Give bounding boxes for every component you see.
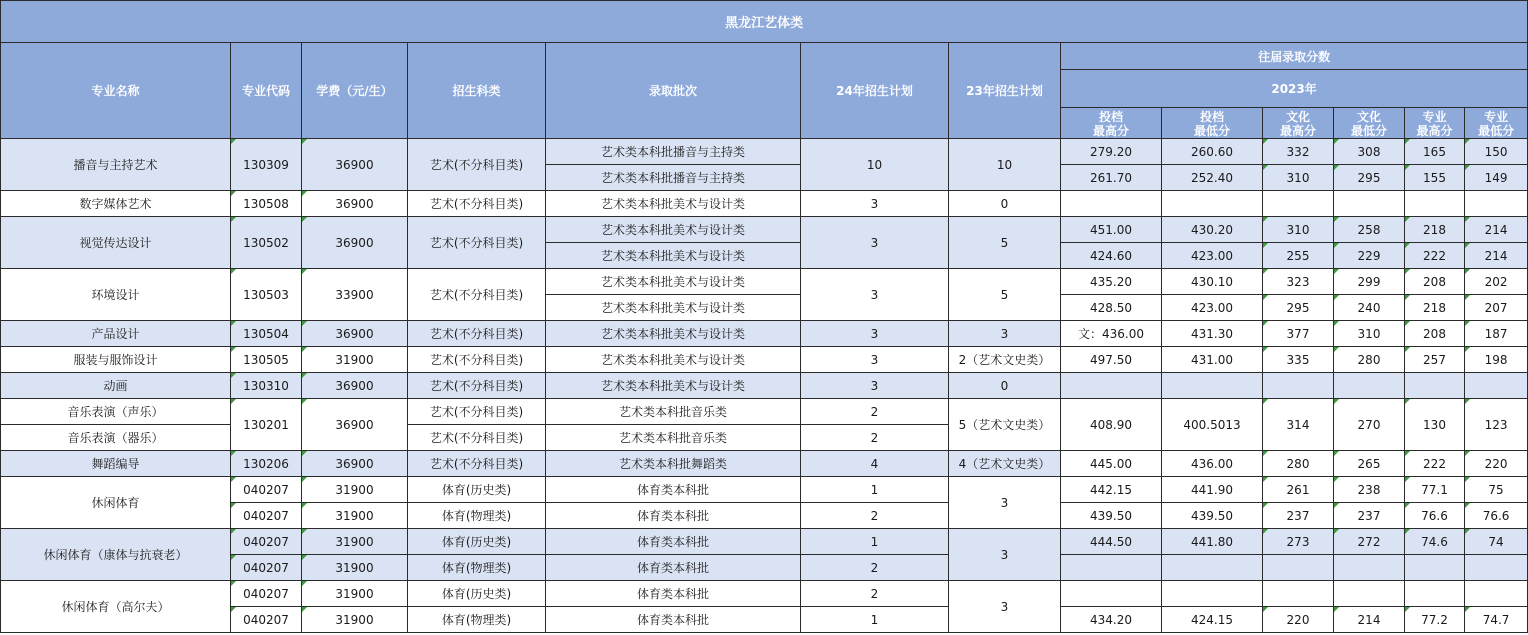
- header-plan24: 24年招生计划: [801, 43, 949, 139]
- cell-score: 439.50: [1162, 503, 1263, 529]
- cell-score: 237: [1263, 503, 1334, 529]
- cell-score: 430.10: [1162, 269, 1263, 295]
- header-plan23: 23年招生计划: [949, 43, 1061, 139]
- table-row: [1, 191, 1528, 217]
- cell-major: 休闲体育（高尔夫）: [1, 581, 231, 633]
- cell-score: [1061, 581, 1162, 607]
- cell-score: 123: [1465, 399, 1528, 451]
- cell-batch: 艺术类本科批美术与设计类: [546, 373, 801, 399]
- cell-score: [1263, 555, 1334, 581]
- cell-score: 270: [1334, 399, 1405, 451]
- cell-fee: 36900: [302, 217, 408, 269]
- cell-score: [1405, 373, 1465, 399]
- cell-fee: 36900: [302, 321, 408, 347]
- cell-batch: 艺术类本科批音乐类: [546, 399, 801, 425]
- cell-score: 400.5013: [1162, 399, 1263, 451]
- cell-code: 040207: [231, 555, 302, 581]
- header-past-scores: 往届录取分数: [1061, 43, 1528, 70]
- cell-score: [1061, 555, 1162, 581]
- cell-code: 130201: [231, 399, 302, 451]
- cell-category: 体育(历史类): [408, 477, 546, 503]
- cell-major: 视觉传达设计: [1, 217, 231, 269]
- cell-score: 335: [1263, 347, 1334, 373]
- table-row: [1, 139, 1528, 165]
- cell-category: 艺术(不分科目类): [408, 373, 546, 399]
- cell-batch: 体育类本科批: [546, 503, 801, 529]
- cell-category: 体育(历史类): [408, 581, 546, 607]
- cell-fee: 31900: [302, 607, 408, 633]
- cell-major: 数字媒体艺术: [1, 191, 231, 217]
- cell-category: 艺术(不分科目类): [408, 399, 546, 425]
- cell-score: 220: [1465, 451, 1528, 477]
- cell-score: [1263, 373, 1334, 399]
- cell-batch: 体育类本科批: [546, 529, 801, 555]
- cell-score: 408.90: [1061, 399, 1162, 451]
- cell-score: 295: [1263, 295, 1334, 321]
- cell-major: 音乐表演（器乐）: [1, 425, 231, 451]
- cell-score: 441.80: [1162, 529, 1263, 555]
- cell-plan23: 4（艺术文史类）: [949, 451, 1061, 477]
- cell-score: 74.7: [1465, 607, 1528, 633]
- cell-fee: 36900: [302, 139, 408, 191]
- table-title: 黑龙江艺体类: [1, 1, 1528, 43]
- cell-batch: 艺术类本科批舞蹈类: [546, 451, 801, 477]
- cell-major: 音乐表演（声乐）: [1, 399, 231, 425]
- cell-plan23: 2（艺术文史类）: [949, 347, 1061, 373]
- cell-score: 280: [1263, 451, 1334, 477]
- cell-score: [1263, 581, 1334, 607]
- cell-major: 动画: [1, 373, 231, 399]
- cell-score: 435.20: [1061, 269, 1162, 295]
- cell-score: 314: [1263, 399, 1334, 451]
- cell-code: 040207: [231, 581, 302, 607]
- cell-plan23: 10: [949, 139, 1061, 191]
- cell-score: [1263, 191, 1334, 217]
- cell-score: 444.50: [1061, 529, 1162, 555]
- cell-category: 艺术(不分科目类): [408, 451, 546, 477]
- header-code: 专业代码: [231, 43, 302, 139]
- cell-score: 257: [1405, 347, 1465, 373]
- cell-score: 272: [1334, 529, 1405, 555]
- cell-score: [1465, 581, 1528, 607]
- cell-score: 220: [1263, 607, 1334, 633]
- cell-category: 体育(历史类): [408, 529, 546, 555]
- cell-score: [1334, 191, 1405, 217]
- cell-plan24: 4: [801, 451, 949, 477]
- cell-batch: 艺术类本科批美术与设计类: [546, 269, 801, 295]
- cell-category: 艺术(不分科目类): [408, 321, 546, 347]
- cell-score: 332: [1263, 139, 1334, 165]
- cell-batch: 艺术类本科批美术与设计类: [546, 321, 801, 347]
- cell-major: 播音与主持艺术: [1, 139, 231, 191]
- cell-fee: 31900: [302, 347, 408, 373]
- header-score-col: 投档 最高分: [1061, 108, 1162, 139]
- header-major: 专业名称: [1, 43, 231, 139]
- cell-batch: 艺术类本科批美术与设计类: [546, 191, 801, 217]
- cell-score: [1162, 373, 1263, 399]
- cell-code: 130206: [231, 451, 302, 477]
- cell-score: [1162, 581, 1263, 607]
- cell-score: 76.6: [1465, 503, 1528, 529]
- cell-code: 040207: [231, 503, 302, 529]
- cell-score: 323: [1263, 269, 1334, 295]
- cell-score: 265: [1334, 451, 1405, 477]
- cell-category: 体育(物理类): [408, 503, 546, 529]
- cell-score: [1061, 373, 1162, 399]
- cell-plan24: 1: [801, 529, 949, 555]
- cell-score: 218: [1405, 295, 1465, 321]
- cell-score: 214: [1465, 243, 1528, 269]
- cell-batch: 体育类本科批: [546, 581, 801, 607]
- cell-category: 艺术(不分科目类): [408, 425, 546, 451]
- cell-score: 430.20: [1162, 217, 1263, 243]
- cell-score: 423.00: [1162, 295, 1263, 321]
- cell-score: 75: [1465, 477, 1528, 503]
- cell-score: 238: [1334, 477, 1405, 503]
- cell-score: 377: [1263, 321, 1334, 347]
- cell-score: 428.50: [1061, 295, 1162, 321]
- cell-code: 130505: [231, 347, 302, 373]
- cell-fee: 31900: [302, 581, 408, 607]
- cell-score: 208: [1405, 321, 1465, 347]
- cell-major: 舞蹈编导: [1, 451, 231, 477]
- table-row: [1, 217, 1528, 243]
- cell-score: 434.20: [1061, 607, 1162, 633]
- cell-score: 214: [1334, 607, 1405, 633]
- header-batch: 录取批次: [546, 43, 801, 139]
- cell-code: 130503: [231, 269, 302, 321]
- cell-plan24: 3: [801, 321, 949, 347]
- cell-plan24: 2: [801, 581, 949, 607]
- header-year: 2023年: [1061, 70, 1528, 108]
- cell-plan24: 2: [801, 425, 949, 451]
- cell-score: 165: [1405, 139, 1465, 165]
- cell-score: 431.00: [1162, 347, 1263, 373]
- cell-plan23: 3: [949, 529, 1061, 581]
- header-category: 招生科类: [408, 43, 546, 139]
- cell-code: 040207: [231, 477, 302, 503]
- cell-plan23: 3: [949, 581, 1061, 633]
- cell-fee: 31900: [302, 503, 408, 529]
- cell-score: 76.6: [1405, 503, 1465, 529]
- cell-score: 218: [1405, 217, 1465, 243]
- cell-score: 214: [1465, 217, 1528, 243]
- cell-major: 服装与服饰设计: [1, 347, 231, 373]
- cell-plan24: 3: [801, 269, 949, 321]
- cell-score: 252.40: [1162, 165, 1263, 191]
- cell-score: [1465, 191, 1528, 217]
- cell-batch: 艺术类本科批美术与设计类: [546, 217, 801, 243]
- cell-score: 310: [1334, 321, 1405, 347]
- cell-score: 130: [1405, 399, 1465, 451]
- cell-score: 442.15: [1061, 477, 1162, 503]
- cell-score: 310: [1263, 217, 1334, 243]
- cell-batch: 艺术类本科批播音与主持类: [546, 165, 801, 191]
- cell-score: 77.2: [1405, 607, 1465, 633]
- cell-plan24: 3: [801, 191, 949, 217]
- header-score-col: 专业 最低分: [1465, 108, 1528, 139]
- cell-code: 130502: [231, 217, 302, 269]
- cell-score: 431.30: [1162, 321, 1263, 347]
- table-row: [1, 581, 1528, 607]
- cell-code: 130504: [231, 321, 302, 347]
- cell-score: 237: [1334, 503, 1405, 529]
- table-row: [1, 399, 1528, 425]
- cell-score: 文：436.00: [1061, 321, 1162, 347]
- cell-score: 222: [1405, 451, 1465, 477]
- cell-batch: 艺术类本科批美术与设计类: [546, 243, 801, 269]
- cell-score: [1162, 555, 1263, 581]
- header-score-col: 投档 最低分: [1162, 108, 1263, 139]
- table-row: [1, 451, 1528, 477]
- cell-score: 497.50: [1061, 347, 1162, 373]
- cell-score: 424.60: [1061, 243, 1162, 269]
- cell-plan24: 10: [801, 139, 949, 191]
- cell-score: 187: [1465, 321, 1528, 347]
- cell-batch: 艺术类本科批音乐类: [546, 425, 801, 451]
- cell-fee: 36900: [302, 191, 408, 217]
- cell-plan24: 2: [801, 503, 949, 529]
- header-fee: 学费（元/生）: [302, 43, 408, 139]
- cell-score: 279.20: [1061, 139, 1162, 165]
- table-row: [1, 321, 1528, 347]
- cell-score: [1162, 191, 1263, 217]
- cell-score: 258: [1334, 217, 1405, 243]
- cell-plan23: 3: [949, 321, 1061, 347]
- cell-fee: 36900: [302, 373, 408, 399]
- cell-score: [1405, 555, 1465, 581]
- cell-score: 280: [1334, 347, 1405, 373]
- cell-plan23: 5: [949, 269, 1061, 321]
- cell-major: 环境设计: [1, 269, 231, 321]
- cell-batch: 体育类本科批: [546, 555, 801, 581]
- cell-score: 155: [1405, 165, 1465, 191]
- cell-plan23: 0: [949, 373, 1061, 399]
- cell-score: 150: [1465, 139, 1528, 165]
- cell-plan24: 3: [801, 217, 949, 269]
- cell-batch: 艺术类本科批美术与设计类: [546, 347, 801, 373]
- cell-score: 436.00: [1162, 451, 1263, 477]
- cell-score: 441.90: [1162, 477, 1263, 503]
- cell-category: 艺术(不分科目类): [408, 347, 546, 373]
- cell-fee: 36900: [302, 399, 408, 451]
- cell-category: 艺术(不分科目类): [408, 139, 546, 191]
- cell-plan24: 2: [801, 399, 949, 425]
- cell-score: [1405, 191, 1465, 217]
- cell-batch: 体育类本科批: [546, 477, 801, 503]
- table-row: [1, 529, 1528, 555]
- cell-score: 261: [1263, 477, 1334, 503]
- cell-score: [1405, 581, 1465, 607]
- cell-score: 295: [1334, 165, 1405, 191]
- cell-batch: 艺术类本科批播音与主持类: [546, 139, 801, 165]
- table-row: [1, 477, 1528, 503]
- cell-score: [1334, 581, 1405, 607]
- cell-plan23: 5: [949, 217, 1061, 269]
- cell-plan24: 3: [801, 373, 949, 399]
- cell-score: 222: [1405, 243, 1465, 269]
- table-row: [1, 503, 1528, 529]
- header-score-col: 文化 最高分: [1263, 108, 1334, 139]
- cell-score: [1465, 373, 1528, 399]
- cell-score: [1465, 555, 1528, 581]
- cell-score: 273: [1263, 529, 1334, 555]
- cell-plan24: 2: [801, 555, 949, 581]
- cell-score: 208: [1405, 269, 1465, 295]
- cell-score: 255: [1263, 243, 1334, 269]
- cell-score: 423.00: [1162, 243, 1263, 269]
- cell-code: 130309: [231, 139, 302, 191]
- cell-code: 130508: [231, 191, 302, 217]
- cell-category: 艺术(不分科目类): [408, 217, 546, 269]
- header-score-col: 专业 最高分: [1405, 108, 1465, 139]
- cell-plan24: 1: [801, 477, 949, 503]
- cell-major: 休闲体育: [1, 477, 231, 529]
- cell-score: 451.00: [1061, 217, 1162, 243]
- cell-plan23: 0: [949, 191, 1061, 217]
- cell-score: 424.15: [1162, 607, 1263, 633]
- cell-plan24: 3: [801, 347, 949, 373]
- cell-score: 299: [1334, 269, 1405, 295]
- cell-score: [1061, 191, 1162, 217]
- cell-score: [1334, 373, 1405, 399]
- cell-score: 74.6: [1405, 529, 1465, 555]
- header-score-col: 文化 最低分: [1334, 108, 1405, 139]
- cell-batch: 艺术类本科批美术与设计类: [546, 295, 801, 321]
- cell-category: 艺术(不分科目类): [408, 191, 546, 217]
- cell-code: 040207: [231, 529, 302, 555]
- cell-plan24: 1: [801, 607, 949, 633]
- cell-fee: 31900: [302, 477, 408, 503]
- cell-fee: 36900: [302, 451, 408, 477]
- cell-score: 202: [1465, 269, 1528, 295]
- cell-category: 体育(物理类): [408, 555, 546, 581]
- cell-batch: 体育类本科批: [546, 607, 801, 633]
- table-row: [1, 373, 1528, 399]
- cell-category: 艺术(不分科目类): [408, 269, 546, 321]
- cell-code: 130310: [231, 373, 302, 399]
- cell-score: 261.70: [1061, 165, 1162, 191]
- cell-score: 77.1: [1405, 477, 1465, 503]
- cell-fee: 33900: [302, 269, 408, 321]
- cell-score: 310: [1263, 165, 1334, 191]
- cell-score: 445.00: [1061, 451, 1162, 477]
- cell-score: 308: [1334, 139, 1405, 165]
- cell-category: 体育(物理类): [408, 607, 546, 633]
- cell-score: 198: [1465, 347, 1528, 373]
- cell-score: 439.50: [1061, 503, 1162, 529]
- cell-fee: 31900: [302, 529, 408, 555]
- cell-score: [1334, 555, 1405, 581]
- cell-score: 229: [1334, 243, 1405, 269]
- cell-plan23: 3: [949, 477, 1061, 529]
- table-row: [1, 347, 1528, 373]
- cell-score: 240: [1334, 295, 1405, 321]
- cell-major: 产品设计: [1, 321, 231, 347]
- table-row: [1, 269, 1528, 295]
- cell-score: 74: [1465, 529, 1528, 555]
- cell-score: 149: [1465, 165, 1528, 191]
- cell-fee: 31900: [302, 555, 408, 581]
- cell-score: 260.60: [1162, 139, 1263, 165]
- cell-major: 休闲体育（康体与抗衰老）: [1, 529, 231, 581]
- cell-code: 040207: [231, 607, 302, 633]
- cell-score: 207: [1465, 295, 1528, 321]
- table-row: [1, 555, 1528, 581]
- table-row: [1, 607, 1528, 633]
- cell-plan23: 5（艺术文史类）: [949, 399, 1061, 451]
